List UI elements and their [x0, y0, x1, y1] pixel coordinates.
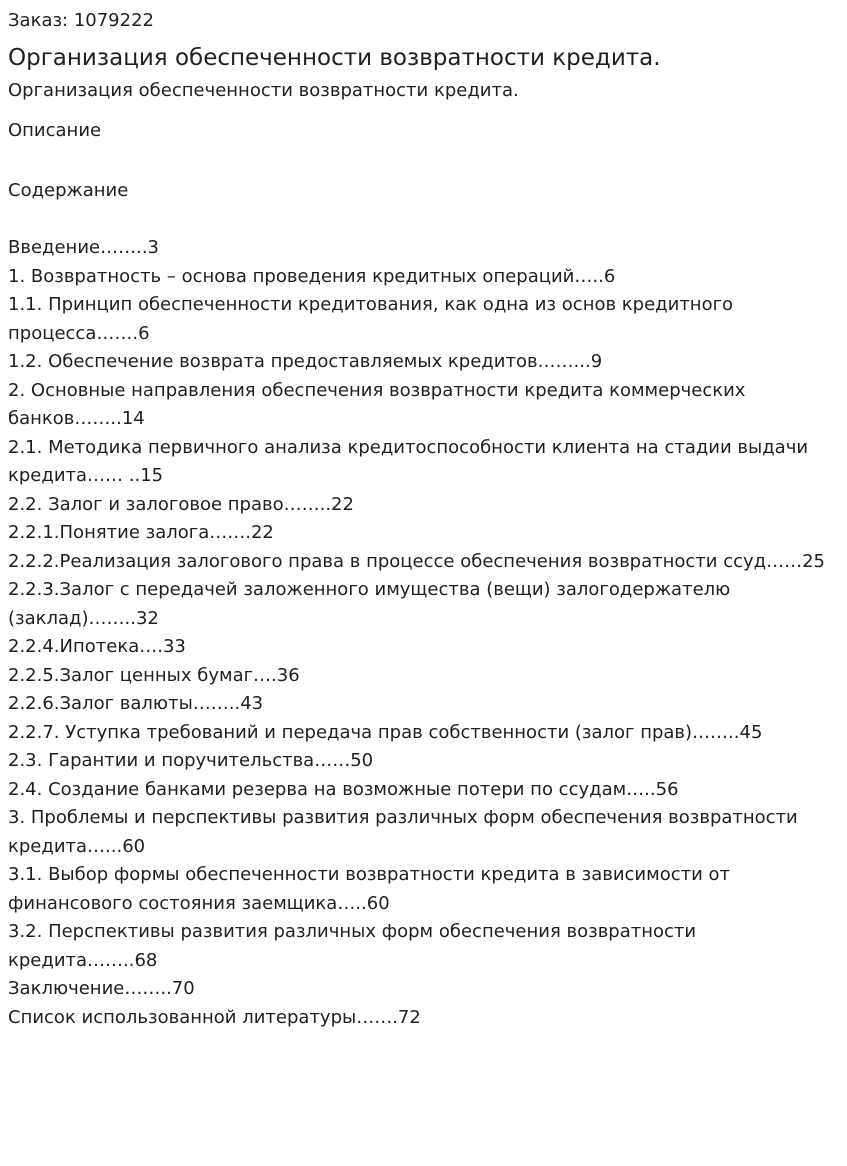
toc-item: 2.2.5.Залог ценных бумаг….36	[8, 664, 300, 686]
toc-item: 2.2.1.Понятие залога…….22	[8, 522, 274, 543]
toc-item: 2. Основные направления обеспечения возвратности кредита коммерческих банков……..14	[8, 379, 746, 429]
toc-item: 3. Проблемы и перспективы развития различных форм обеспечения возвратности кредита…...60	[8, 807, 798, 857]
toc-item: 2.4. Создание банками резерва на возможные потери по ссудам…..56	[8, 778, 679, 800]
contents-heading: Содержание	[8, 180, 129, 201]
toc-item: Заключение……..70	[8, 978, 195, 999]
toc-item: 1.2. Обеспечение возврата предоставляемых кредитов……...9	[8, 351, 603, 372]
page-title: Организация обеспеченности возвратности кредита.	[8, 45, 661, 71]
toc-item: 1. Возвратность – основа проведения кредитных операций…..6	[8, 265, 616, 287]
toc-item: 2.2.7. Уступка требований и передача прав собственности (залог прав)……..45	[8, 721, 763, 743]
toc-item: 2.2. Залог и залоговое право……..22	[8, 493, 354, 515]
table-of-contents	[8, 234, 839, 1032]
toc-item: 2.2.6.Залог валюты……..43	[8, 693, 264, 714]
toc-item: Введение……..3	[8, 237, 159, 258]
description-label: Описание	[8, 120, 102, 141]
toc-item: 2.2.3.Залог с передачей заложенного имущества (вещи) залогодержателю (заклад)……..32	[8, 579, 731, 629]
toc-item: 1.1. Принцип обеспеченности кредитования, как одна из основ кредитного процесса…….6	[8, 294, 734, 344]
toc-item: 2.1. Методика первичного анализа кредитоспособности клиента на стадии выдачи кредита…… ..15	[8, 436, 809, 486]
toc-item: 3.1. Выбор формы обеспеченности возвратности кредита в зависимости от финансового состояния заемщика…..60	[8, 864, 731, 914]
page-subtitle: Организация обеспеченности возвратности кредита.	[8, 80, 519, 101]
toc-item: 2.2.2.Реализация залогового права в процессе обеспечения возвратности ссуд……25	[8, 550, 825, 572]
toc-item: 2.2.4.Ипотека….33	[8, 636, 186, 657]
toc-item: 2.3. Гарантии и поручительства……50	[8, 750, 374, 771]
toc-item: Список использованной литературы…….72	[8, 1006, 421, 1028]
toc-item: 3.2. Перспективы развития различных форм обеспечения возвратности кредита……..68	[8, 921, 697, 971]
order-number: Заказ: 1079222	[8, 10, 154, 31]
